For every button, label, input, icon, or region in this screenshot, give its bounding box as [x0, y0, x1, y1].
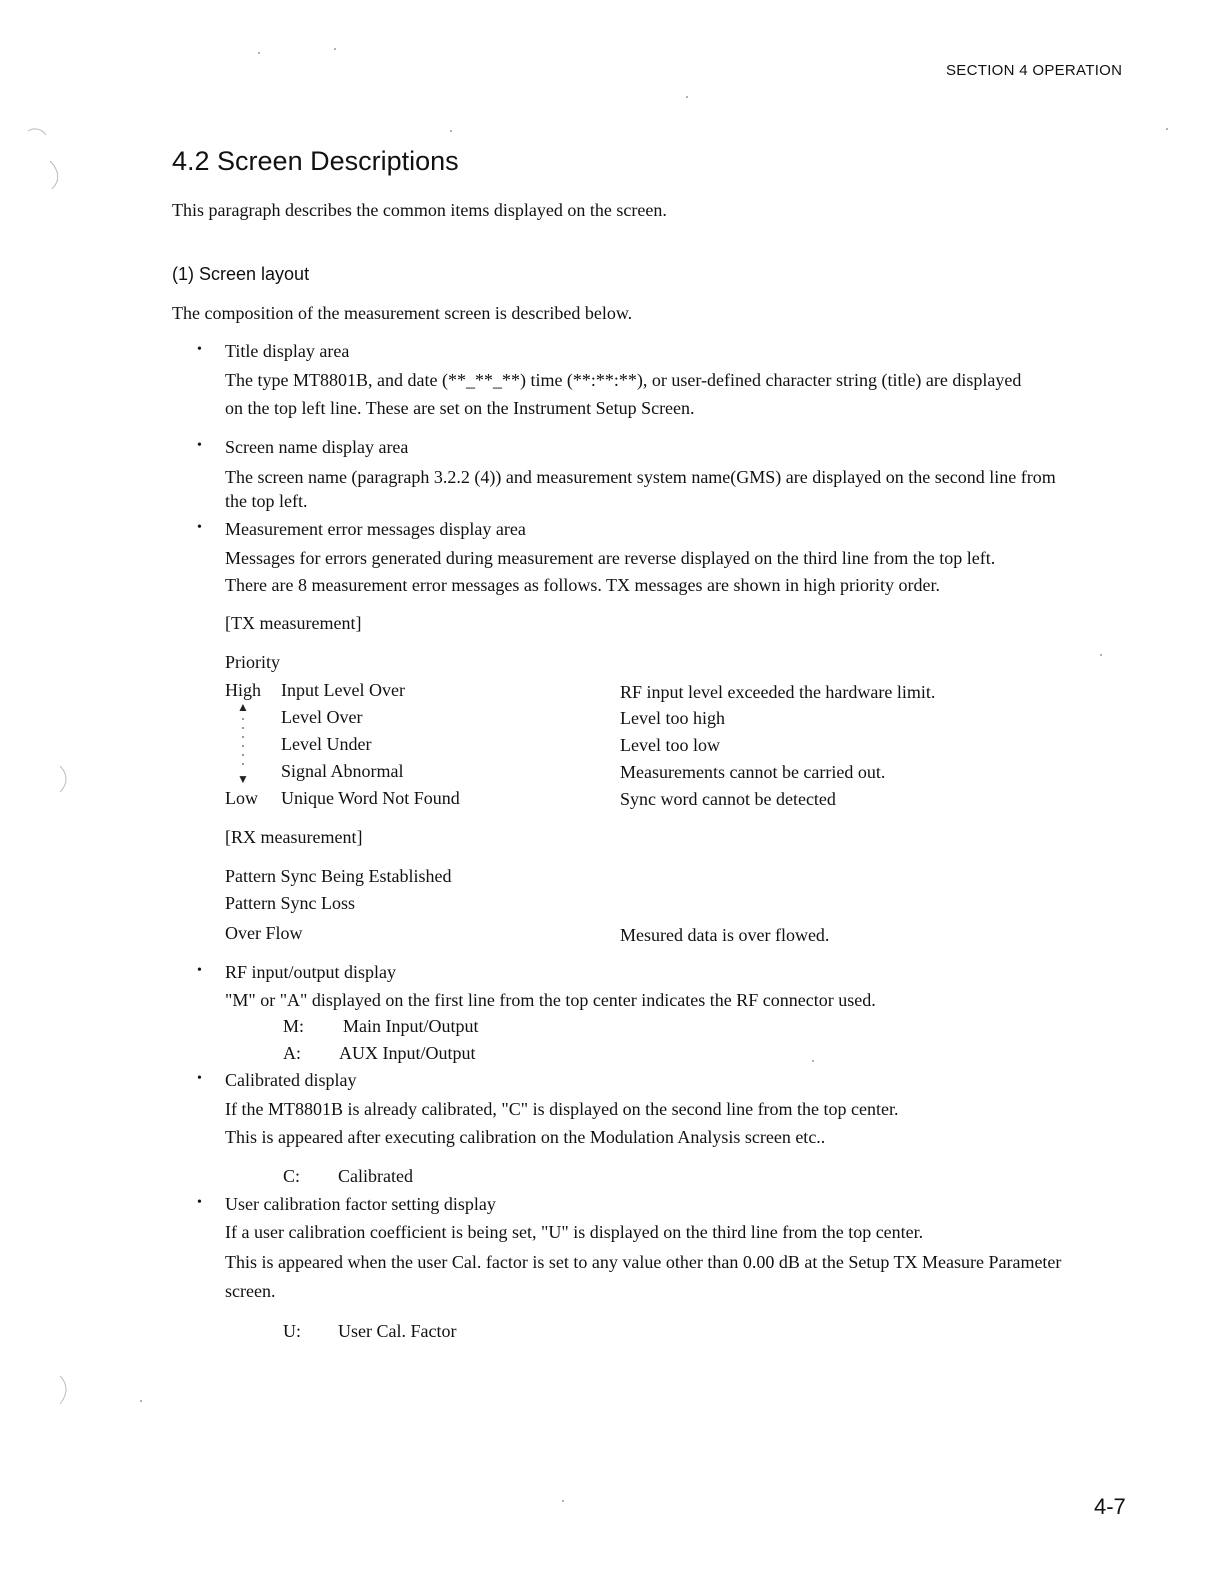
screen-name-line-1: The screen name (paragraph 3.2.2 (4)) and measurement system name(GMS) are displayed on the second line from	[225, 467, 1056, 487]
priority-dotted-line	[236, 716, 250, 772]
bullet-icon: •	[197, 1195, 202, 1210]
user-cal-line-2: This is appeared when the user Cal. factor is set to any value other than 0.00 dB at the Setup TX Measure Parameter	[225, 1252, 1062, 1272]
title-area-line-2: on the top left line. These are set on the Instrument Setup Screen.	[225, 398, 695, 418]
user-cal-desc: User Cal. Factor	[338, 1321, 457, 1341]
title-area-label: Title display area	[225, 341, 350, 361]
arrow-down-icon: ▼	[237, 772, 249, 786]
user-cal-label: User calibration factor setting display	[225, 1194, 496, 1214]
user-cal-code: U:	[283, 1321, 301, 1341]
bullet-icon: •	[197, 438, 202, 453]
scan-speck	[334, 48, 336, 50]
scan-speck	[258, 52, 260, 54]
rf-io-code: A:	[283, 1043, 301, 1063]
arrow-up-icon: ▲	[237, 700, 249, 714]
error-msgs-line-1: Messages for errors generated during measurement are reverse displayed on the third line from the top left.	[225, 548, 996, 568]
tx-row-name: Signal Abnormal	[281, 761, 404, 781]
tx-heading: [TX measurement]	[225, 613, 362, 633]
priority-low: Low	[225, 788, 258, 808]
calibrated-line-1: If the MT8801B is already calibrated, "C" is displayed on the second line from the top center.	[225, 1099, 899, 1119]
scan-speck	[562, 1500, 564, 1502]
title-area-line-1: The type MT8801B, and date (**_**_**) time (**:**:**), or user-defined character string (title) are displayed	[225, 370, 1022, 390]
tx-row-desc: Level too low	[620, 735, 720, 755]
rx-row-name: Pattern Sync Loss	[225, 893, 355, 913]
rf-io-label: RF input/output display	[225, 962, 397, 982]
bullet-icon: •	[197, 963, 202, 978]
bullet-icon: •	[197, 1071, 202, 1086]
tx-row-desc: Sync word cannot be detected	[620, 789, 836, 809]
calibrated-desc: Calibrated	[338, 1166, 413, 1186]
section-intro: This paragraph describes the common items displayed on the screen.	[172, 200, 667, 220]
priority-label: Priority	[225, 652, 281, 672]
priority-high: High	[225, 680, 261, 700]
scan-speck	[1100, 654, 1102, 656]
error-msgs-label: Measurement error messages display area	[225, 519, 526, 539]
scan-speck	[812, 1060, 814, 1062]
scan-speck	[1166, 128, 1168, 130]
user-cal-line-1: If a user calibration coefficient is being set, "U" is displayed on the third line from the top center.	[225, 1222, 924, 1242]
rf-io-desc: AUX Input/Output	[339, 1043, 476, 1063]
tx-row-name: Level Over	[281, 707, 363, 727]
page-number: 4-7	[1094, 1494, 1126, 1519]
rx-row-name: Pattern Sync Being Established	[225, 866, 452, 886]
tx-row-name: Input Level Over	[281, 680, 405, 700]
subsection-heading: (1) Screen layout	[172, 264, 310, 284]
tx-row-desc: Level too high	[620, 708, 725, 728]
calibrated-line-2: This is appeared after executing calibration on the Modulation Analysis screen etc..	[225, 1127, 826, 1147]
bullet-icon: •	[197, 342, 202, 357]
section-header: SECTION 4 OPERATION	[946, 62, 1123, 79]
tx-row-name: Unique Word Not Found	[281, 788, 460, 808]
error-msgs-line-2: There are 8 measurement error messages as follows. TX messages are shown in high priority order.	[225, 575, 940, 595]
subsection-intro: The composition of the measurement screen is described below.	[172, 303, 633, 323]
tx-row-desc: RF input level exceeded the hardware limit.	[620, 682, 936, 702]
rf-io-desc: Main Input/Output	[343, 1016, 479, 1036]
bullet-icon: •	[197, 520, 202, 535]
rx-heading: [RX measurement]	[225, 827, 363, 847]
scan-speck	[686, 96, 688, 98]
tx-row-name: Level Under	[281, 734, 372, 754]
screen-name-label: Screen name display area	[225, 437, 409, 457]
scan-mark	[20, 125, 70, 195]
rx-row-name: Over Flow	[225, 923, 303, 943]
rf-io-line: "M" or "A" displayed on the first line from the top center indicates the RF connector used.	[225, 990, 876, 1010]
rx-row-desc: Mesured data is over flowed.	[620, 925, 830, 945]
calibrated-code: C:	[283, 1166, 301, 1186]
screen-name-line-2: the top left.	[225, 491, 308, 511]
scan-speck	[140, 1400, 142, 1402]
scan-speck	[450, 130, 452, 132]
scan-mark	[50, 760, 80, 800]
tx-row-desc: Measurements cannot be carried out.	[620, 762, 886, 782]
calibrated-label: Calibrated display	[225, 1070, 357, 1090]
scan-mark	[50, 1370, 80, 1410]
section-title: 4.2 Screen Descriptions	[172, 146, 459, 176]
rf-io-code: M:	[283, 1016, 305, 1036]
user-cal-line-3: screen.	[225, 1281, 276, 1301]
